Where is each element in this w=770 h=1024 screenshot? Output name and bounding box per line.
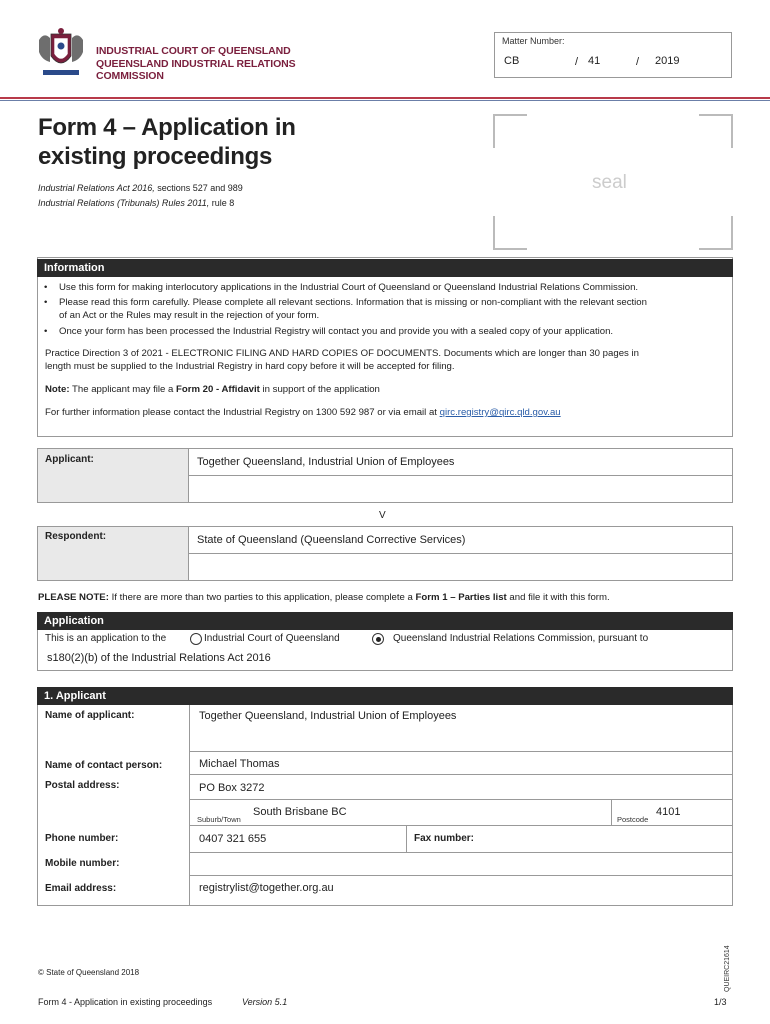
mobile-label: Mobile number:	[45, 858, 120, 869]
note-text: The applicant may file a	[69, 384, 176, 395]
queensland-coat-of-arms-logo	[36, 26, 86, 78]
row-divider	[188, 553, 732, 554]
matter-number-label: Matter Number:	[502, 36, 565, 46]
info-bullet-1: Use this form for making interlocutory applications in the Industrial Court of Queensland or Queensland Industrial Relations Commission.	[59, 282, 639, 293]
info-bullet-2-cont: of an Act or the Rules may result in the rejection of your form.	[59, 310, 320, 321]
radio-qirc[interactable]	[372, 633, 384, 645]
act-name: Industrial Relations Act 2016,	[38, 183, 155, 193]
please-note-label: PLEASE NOTE:	[38, 592, 109, 603]
parties-list-note	[38, 591, 610, 605]
respondent-label: Respondent:	[45, 531, 107, 542]
suburb-field[interactable]: South Brisbane BC	[253, 806, 347, 818]
rules-section: rule 8	[209, 198, 235, 208]
practice-direction-line-1: Practice Direction 3 of 2021 - ELECTRONIC FILING AND HARD COPIES OF DOCUMENTS. Documents which are longer than 30 pages in	[45, 348, 639, 359]
column-divider	[611, 800, 612, 826]
radio-selected-dot	[376, 637, 381, 642]
postal-address-label: Postal address:	[45, 780, 120, 791]
matter-separator: /	[636, 56, 640, 68]
info-bullet-3: Once your form has been processed the Industrial Registry will contact you and provide you with a sealed copy of your application.	[59, 326, 614, 337]
form-title	[38, 113, 296, 171]
matter-prefix-field[interactable]: CB	[504, 55, 520, 67]
applicant-name-label: Name of applicant:	[45, 710, 135, 721]
contact-text: For further information please contact the Industrial Registry on 1300 592 987 or via email at	[45, 407, 440, 418]
form-title-line-2: existing proceedings	[38, 143, 273, 170]
copyright-notice: © State of Queensland 2018	[38, 968, 140, 977]
postal-address-field[interactable]: PO Box 3272	[199, 782, 265, 794]
applicant-field-line-2[interactable]	[188, 477, 732, 502]
org-line-3: COMMISSION	[96, 70, 164, 82]
seal-corner-bottom-left	[493, 216, 527, 250]
contact-person-label: Name of contact person:	[45, 760, 163, 771]
seal-corner-top-right	[699, 114, 733, 148]
form-title-line-1: Form 4 – Application in	[38, 114, 296, 141]
application-lead-text: This is an application to the	[45, 633, 167, 644]
bullet-icon: •	[44, 297, 48, 308]
registry-email-link[interactable]: qirc.registry@qirc.qld.gov.au	[439, 407, 561, 418]
header-divider-blue	[0, 100, 770, 101]
note-label: Note:	[45, 384, 70, 395]
postcode-field[interactable]: 4101	[656, 806, 681, 818]
org-line-1: INDUSTRIAL COURT OF QUEENSLAND	[96, 45, 291, 57]
act-sections: sections 527 and 989	[154, 183, 243, 193]
form-code-vertical: QUEIRC21614	[724, 945, 731, 992]
contact-info	[45, 406, 561, 420]
rules-name: Industrial Relations (Tribunals) Rules 2011,	[38, 198, 210, 208]
bullet-icon: •	[44, 282, 48, 293]
seal-corner-top-left	[493, 114, 527, 148]
org-line-2: QUEENSLAND INDUSTRIAL RELATIONS	[96, 57, 296, 70]
respondent-field-line-2[interactable]	[188, 555, 732, 580]
page-number: 1/3	[714, 997, 727, 1007]
respondent-field[interactable]: State of Queensland (Queensland Corrective Services)	[197, 534, 466, 546]
applicant-name-field[interactable]: Together Queensland, Industrial Union of Employees	[199, 710, 457, 722]
postcode-label: Postcode	[617, 815, 649, 824]
applicant-label: Applicant:	[45, 454, 94, 465]
footer-version: Version 5.1	[242, 997, 288, 1007]
parties-list-form-name: Form 1 – Parties list	[415, 592, 507, 603]
email-field[interactable]: registrylist@together.org.au	[199, 882, 334, 894]
note-text-end: in support of the application	[259, 384, 380, 395]
suburb-label: Suburb/Town	[197, 815, 241, 824]
option-industrial-court-label: Industrial Court of Queensland	[204, 633, 340, 644]
bullet-icon: •	[44, 326, 48, 337]
affidavit-form-name: Form 20 - Affidavit	[176, 384, 260, 395]
row-divider	[188, 475, 732, 476]
affidavit-note	[45, 383, 380, 397]
postal-address-box[interactable]	[189, 775, 732, 800]
organisation-name	[96, 45, 296, 83]
applicant-field[interactable]: Together Queensland, Industrial Union of Employees	[197, 456, 455, 468]
footer-form-name: Form 4 - Application in existing proceedings	[38, 997, 213, 1007]
mobile-field[interactable]	[189, 853, 732, 876]
seal-placeholder: seal	[592, 172, 627, 193]
practice-direction-line-2: length must be supplied to the Industrial Registry in hard copy before it will be accepted for filing.	[45, 361, 455, 372]
phone-label: Phone number:	[45, 833, 119, 844]
phone-field[interactable]: 0407 321 655	[199, 833, 267, 845]
please-note-text: If there are more than two parties to this application, please complete a	[108, 592, 416, 603]
legislation-reference	[38, 183, 243, 193]
contact-person-field[interactable]: Michael Thomas	[199, 758, 280, 770]
section-applicant-heading: 1. Applicant	[37, 687, 733, 705]
application-provision-field[interactable]: s180(2)(b) of the Industrial Relations Act 2016	[47, 652, 271, 664]
email-label: Email address:	[45, 883, 117, 894]
info-bullet-2: Please read this form carefully. Please complete all relevant sections. Information that is missing or non-compliant with the relevant section	[59, 297, 647, 308]
application-heading: Application	[37, 612, 733, 630]
seal-corner-bottom-right	[699, 216, 733, 250]
option-qirc-label: Queensland Industrial Relations Commission, pursuant to	[393, 633, 649, 644]
fax-label: Fax number:	[414, 833, 475, 844]
fax-field[interactable]	[478, 826, 732, 853]
please-note-text-end: and file it with this form.	[506, 592, 610, 603]
matter-year-field[interactable]: 2019	[655, 55, 680, 67]
information-heading: Information	[37, 259, 733, 277]
radio-industrial-court[interactable]	[190, 633, 202, 645]
matter-separator: /	[575, 56, 579, 68]
header-divider-red	[0, 97, 770, 99]
matter-number-field[interactable]: 41	[588, 55, 601, 67]
legislation-reference	[38, 198, 234, 208]
versus-label: V	[379, 510, 386, 521]
